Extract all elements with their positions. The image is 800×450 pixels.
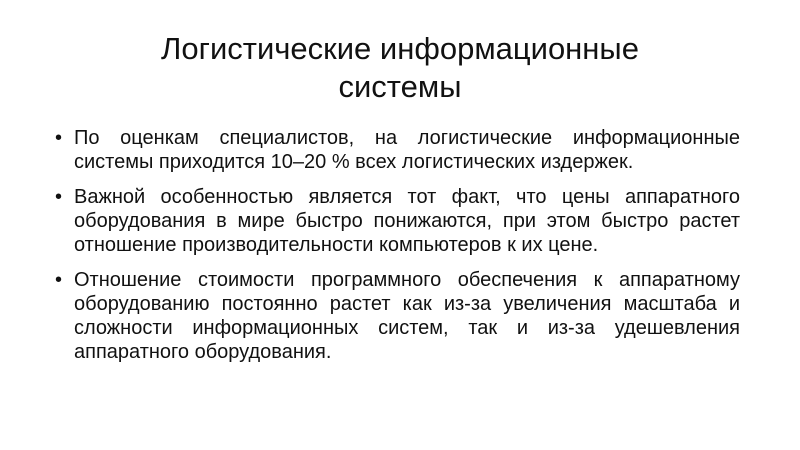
slide-title-line-2: системы [338,69,462,104]
bullet-dot-icon: • [55,269,63,291]
bullet-item-3 [52,268,740,364]
bullet-item-2 [52,185,740,257]
bullet-dot-icon: • [55,127,63,149]
bullet-text-1: По оценкам специалистов, на логистические информационные системы приходится 10–20 % всех логистических издержек. [74,127,740,173]
bullet-list [52,126,740,375]
slide-title [60,30,740,106]
bullet-text-3: Отношение стоимости программного обеспечения к аппаратному оборудованию постоянно растет как из-за увеличения масштаба и сложности информационных систем, так и из-за удешевления аппаратного оборудования. [74,269,740,363]
bullet-item-1 [52,126,740,174]
slide-title-line-1: Логистические информационные [161,31,639,66]
bullet-dot-icon: • [55,186,63,208]
bullet-text-2: Важной особенностью является тот факт, что цены аппаратного оборудования в мире быстро понижаются, при этом быстро растет отношение производительности компьютеров к их цене. [74,186,740,256]
